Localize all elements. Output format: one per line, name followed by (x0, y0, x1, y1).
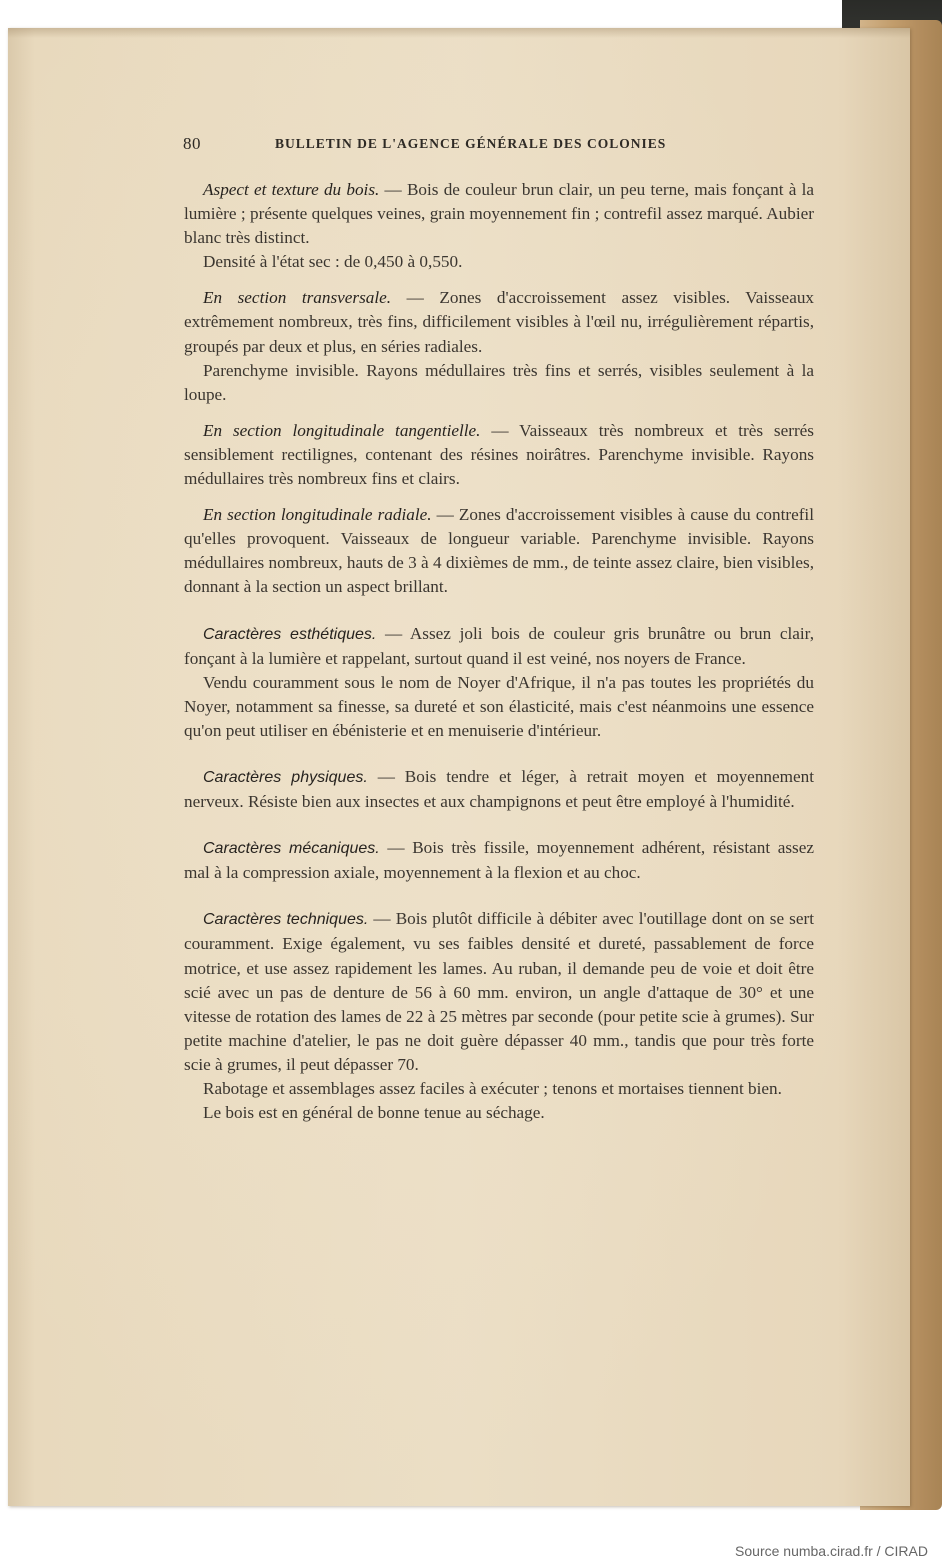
page-body (184, 178, 814, 1125)
text-transversale-2: Parenchyme invisible. Rayons médullaires très fins et serrés, visibles seulement à la loupe. (184, 360, 814, 404)
text-techniques-3: Le bois est en général de bonne tenue au séchage. (203, 1103, 545, 1123)
page-header (183, 134, 703, 158)
text-esthetiques: — Assez joli bois de couleur gris brunâtre ou brun clair, fonçant à la lumière et rappelant, surtout quand il est veiné, nos noyers de France. (184, 623, 814, 668)
text-techniques: — Bois plutôt difficile à débiter avec l'outillage dont on se sert couramment. Exige également, vu ses faibles densité et dureté, passablement de force motrice, et use assez rapidement les lames. Au ruban, il demande peu de voie et doit être scié avec un pas de denture de 56 à 60 mm. environ, un angle d'attaque de 30° et une vitesse de rotation des lames de 22 à 25 mètres par seconde (pour petite scie à grumes). Sur petite machine d'atelier, le pas ne doit guère dépasser 40 mm., tandis que pour très forte scie à grumes, il peut dépasser 70. (184, 909, 815, 1074)
paragraph-mecaniques (184, 836, 814, 885)
paragraph-esthetiques (184, 622, 814, 671)
text-transversale: — Zones d'accroissement assez visibles. Vaisseaux extrêmement nombreux, très fins, difficilement visibles à l'œil nu, irrégulièrement répartis, groupés par deux et plus, en séries radiales. (184, 288, 815, 356)
paragraph-radiale (184, 503, 814, 599)
text-aspect: — Bois de couleur brun clair, un peu terne, mais fonçant à la lumière ; présente quelques veines, grain moyennement fin ; contrefil assez marqué. Aubier blanc très distinct. (184, 180, 815, 248)
text-mecaniques: — Bois très fissile, moyennement adhérent, résistant assez mal à la compression axiale, moyennement à la flexion et au choc. (184, 838, 814, 883)
lead-transversale: En section transversale. (203, 288, 392, 308)
page-edge-shadow (8, 28, 910, 38)
paragraph-transversale (184, 286, 814, 358)
lead-esthetiques: Caractères esthétiques. (203, 625, 377, 643)
text-density: Densité à l'état sec : de 0,450 à 0,550. (203, 252, 463, 272)
paragraph-density (184, 250, 814, 274)
lead-mecaniques: Caractères mécaniques. (203, 840, 380, 858)
text-techniques-2: Rabotage et assemblages assez faciles à exécuter ; tenons et mortaises tiennent bien. (203, 1079, 782, 1098)
source-credit: Source numba.cirad.fr / CIRAD (735, 1543, 928, 1559)
lead-physiques: Caractères physiques. (203, 768, 368, 786)
paragraph-tangentielle (184, 419, 814, 491)
text-radiale: — Zones d'accroissement visibles à cause du contrefil qu'elles provoquent. Vaisseaux de longueur variable. Parenchyme invisible. Rayons médullaires nombreux, hauts de 3 à 4 dixièmes de mm., de teinte assez claire, bien visibles, donnant à la section un aspect brillant. (184, 505, 814, 597)
text-tangentielle: — Vaisseaux très nombreux et très serrés sensiblement rectilignes, contenant des résines noirâtres. Parenchyme invisible. Rayons médullaires très nombreux fins et clairs. (184, 420, 814, 489)
running-head: BULLETIN DE L'AGENCE GÉNÉRALE DES COLONIES (275, 136, 667, 151)
lead-aspect: Aspect et texture du bois. (203, 180, 380, 199)
paragraph-aspect (184, 178, 814, 250)
paragraph-physiques (184, 765, 814, 814)
paragraph-techniques-2 (184, 1077, 814, 1101)
paragraph-techniques (184, 907, 814, 1077)
lead-radiale: En section longitudinale radiale. (203, 505, 432, 525)
paragraph-esthetiques-2 (184, 671, 814, 743)
lead-tangentielle: En section longitudinale tangentielle. (203, 420, 481, 440)
paragraph-techniques-3 (184, 1101, 814, 1125)
page-number: 80 (183, 134, 201, 153)
paragraph-transversale-2 (184, 359, 814, 407)
lead-techniques: Caractères techniques. (203, 911, 369, 929)
text-esthetiques-2: Vendu couramment sous le nom de Noyer d'Afrique, il n'a pas toutes les propriétés du Noyer, notamment sa finesse, sa dureté et son élasticité, mais c'est néanmoins une essence qu'on peut utiliser en ébénisterie et en menuiserie d'intérieur. (184, 672, 814, 740)
text-physiques: — Bois tendre et léger, à retrait moyen et moyennement nerveux. Résiste bien aux insectes et aux champignons et peut être employé à l'humidité. (184, 766, 814, 812)
